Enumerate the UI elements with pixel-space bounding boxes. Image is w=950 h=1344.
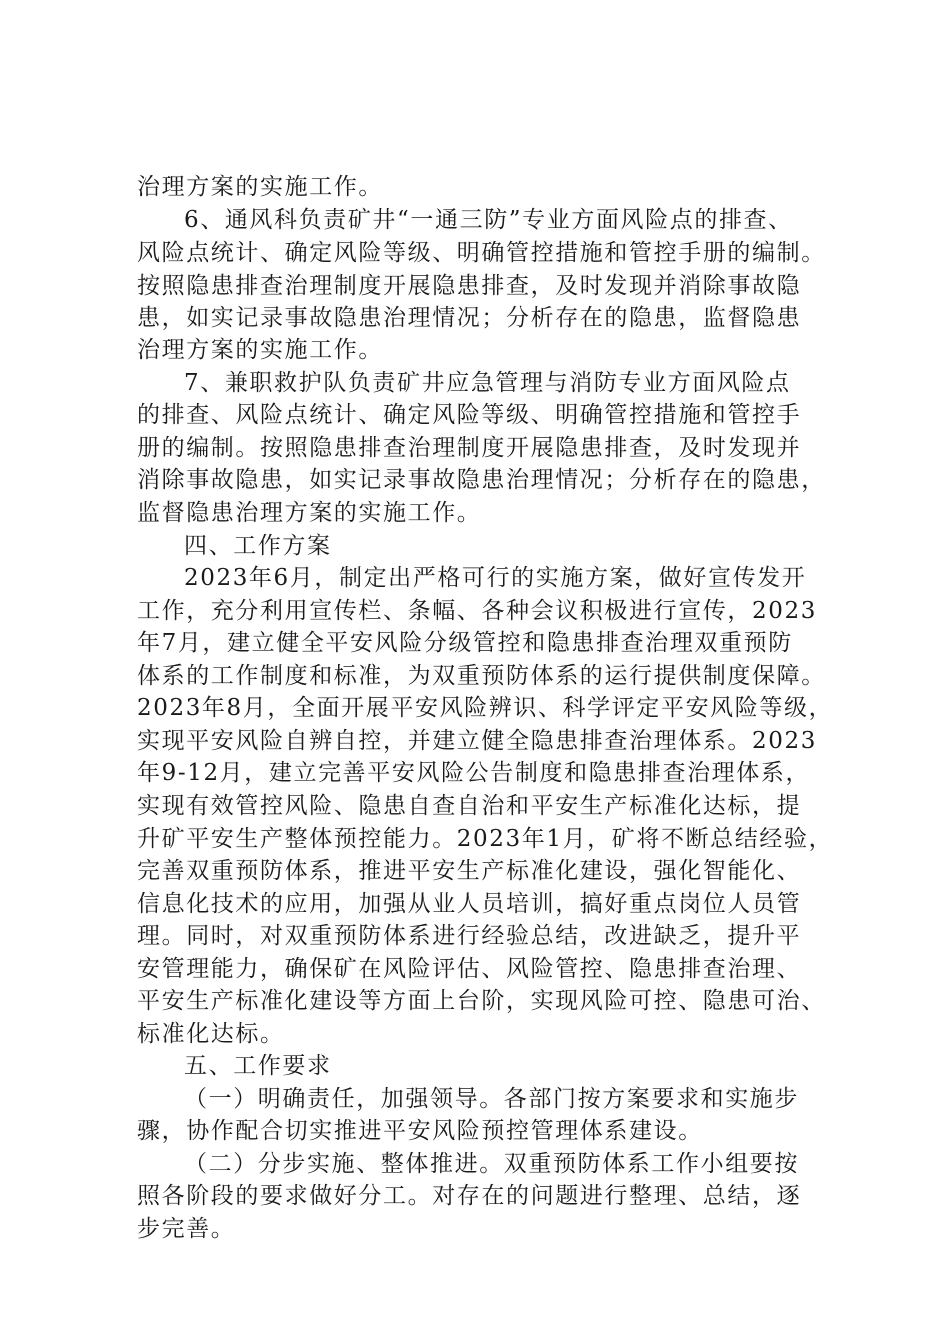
text-line: 2023年8月，全面开展平安风险辨识、科学评定平安风险等级， [137, 695, 834, 721]
text-line: 患，如实记录事故隐患治理情况；分析存在的隐患，监督隐患 [137, 305, 802, 331]
text-line: 实现有效管控风险、隐患自查自治和平安生产标准化达标，提 [137, 793, 802, 819]
text-line: 照各阶段的要求做好分工。对存在的问题进行整理、总结，逐 [137, 1183, 802, 1209]
text-line: 理。同时，对双重预防体系进行经验总结，改进缺乏，提升平 [137, 923, 802, 949]
text-line: 册的编制。按照隐患排查治理制度开展隐患排查，及时发现并 [137, 435, 802, 461]
text-line: 平安生产标准化建设等方面上台阶，实现风险可控、隐患可治、 [137, 988, 826, 1014]
text-line: 消除事故隐患，如实记录事故隐患治理情况；分析存在的隐患， [137, 467, 826, 493]
text-line: 信息化技术的应用，加强从业人员培训，搞好重点岗位人员管 [137, 891, 802, 917]
text-line: 标准化达标。 [137, 1021, 285, 1047]
text-line: 骤，协作配合切实推进平安风险预控管理体系建设。 [137, 1118, 703, 1144]
text-line: 工作，充分利用宣传栏、条幅、各种会议积极进行宣传，2023 [137, 598, 817, 624]
text-line: 7、兼职救护队负责矿井应急管理与消防专业方面风险点 [184, 370, 791, 396]
text-line: 步完善。 [137, 1216, 236, 1242]
text-line: 治理方案的实施工作。 [137, 174, 383, 200]
text-line: 6、通风科负责矿井“一通三防”专业方面风险点的排查、 [184, 207, 793, 233]
text-line: 安管理能力，确保矿在风险评估、风险管控、隐患排查治理、 [137, 956, 802, 982]
text-line: 2023年6月，制定出严格可行的实施方案，做好宣传发开 [184, 565, 807, 591]
text-line: （一）明确责任，加强领导。各部门按方案要求和实施步 [184, 1086, 799, 1112]
text-line: 实现平安风险自辨自控，并建立健全隐患排查治理体系。2023 [137, 728, 817, 754]
text-line: 年9-12月，建立完善平安风险公告制度和隐患排查治理体系， [137, 760, 811, 786]
text-line: 升矿平安生产整体预控能力。2023年1月，矿将不断总结经验， [137, 826, 834, 852]
text-line: （二）分步实施、整体推进。双重预防体系工作小组要按 [184, 1151, 799, 1177]
text-line: 风险点统计、确定风险等级、明确管控措施和管控手册的编制。 [137, 240, 826, 266]
text-line: 体系的工作制度和标准，为双重预防体系的运行提供制度保障。 [137, 663, 826, 689]
text-line: 按照隐患排查治理制度开展隐患排查，及时发现并消除事故隐 [137, 273, 802, 299]
text-line: 完善双重预防体系，推进平安生产标准化建设，强化智能化、 [137, 858, 802, 884]
text-line: 年7月，建立健全平安风险分级管控和隐患排查治理双重预防 [137, 630, 793, 656]
text-line: 治理方案的实施工作。 [137, 337, 383, 363]
text-line: 监督隐患治理方案的实施工作。 [137, 500, 482, 526]
text-line: 的排查、风险点统计、确定风险等级、明确管控措施和管控手 [137, 402, 802, 428]
section-heading: 四、工作方案 [184, 533, 332, 559]
section-heading: 五、工作要求 [184, 1053, 332, 1079]
